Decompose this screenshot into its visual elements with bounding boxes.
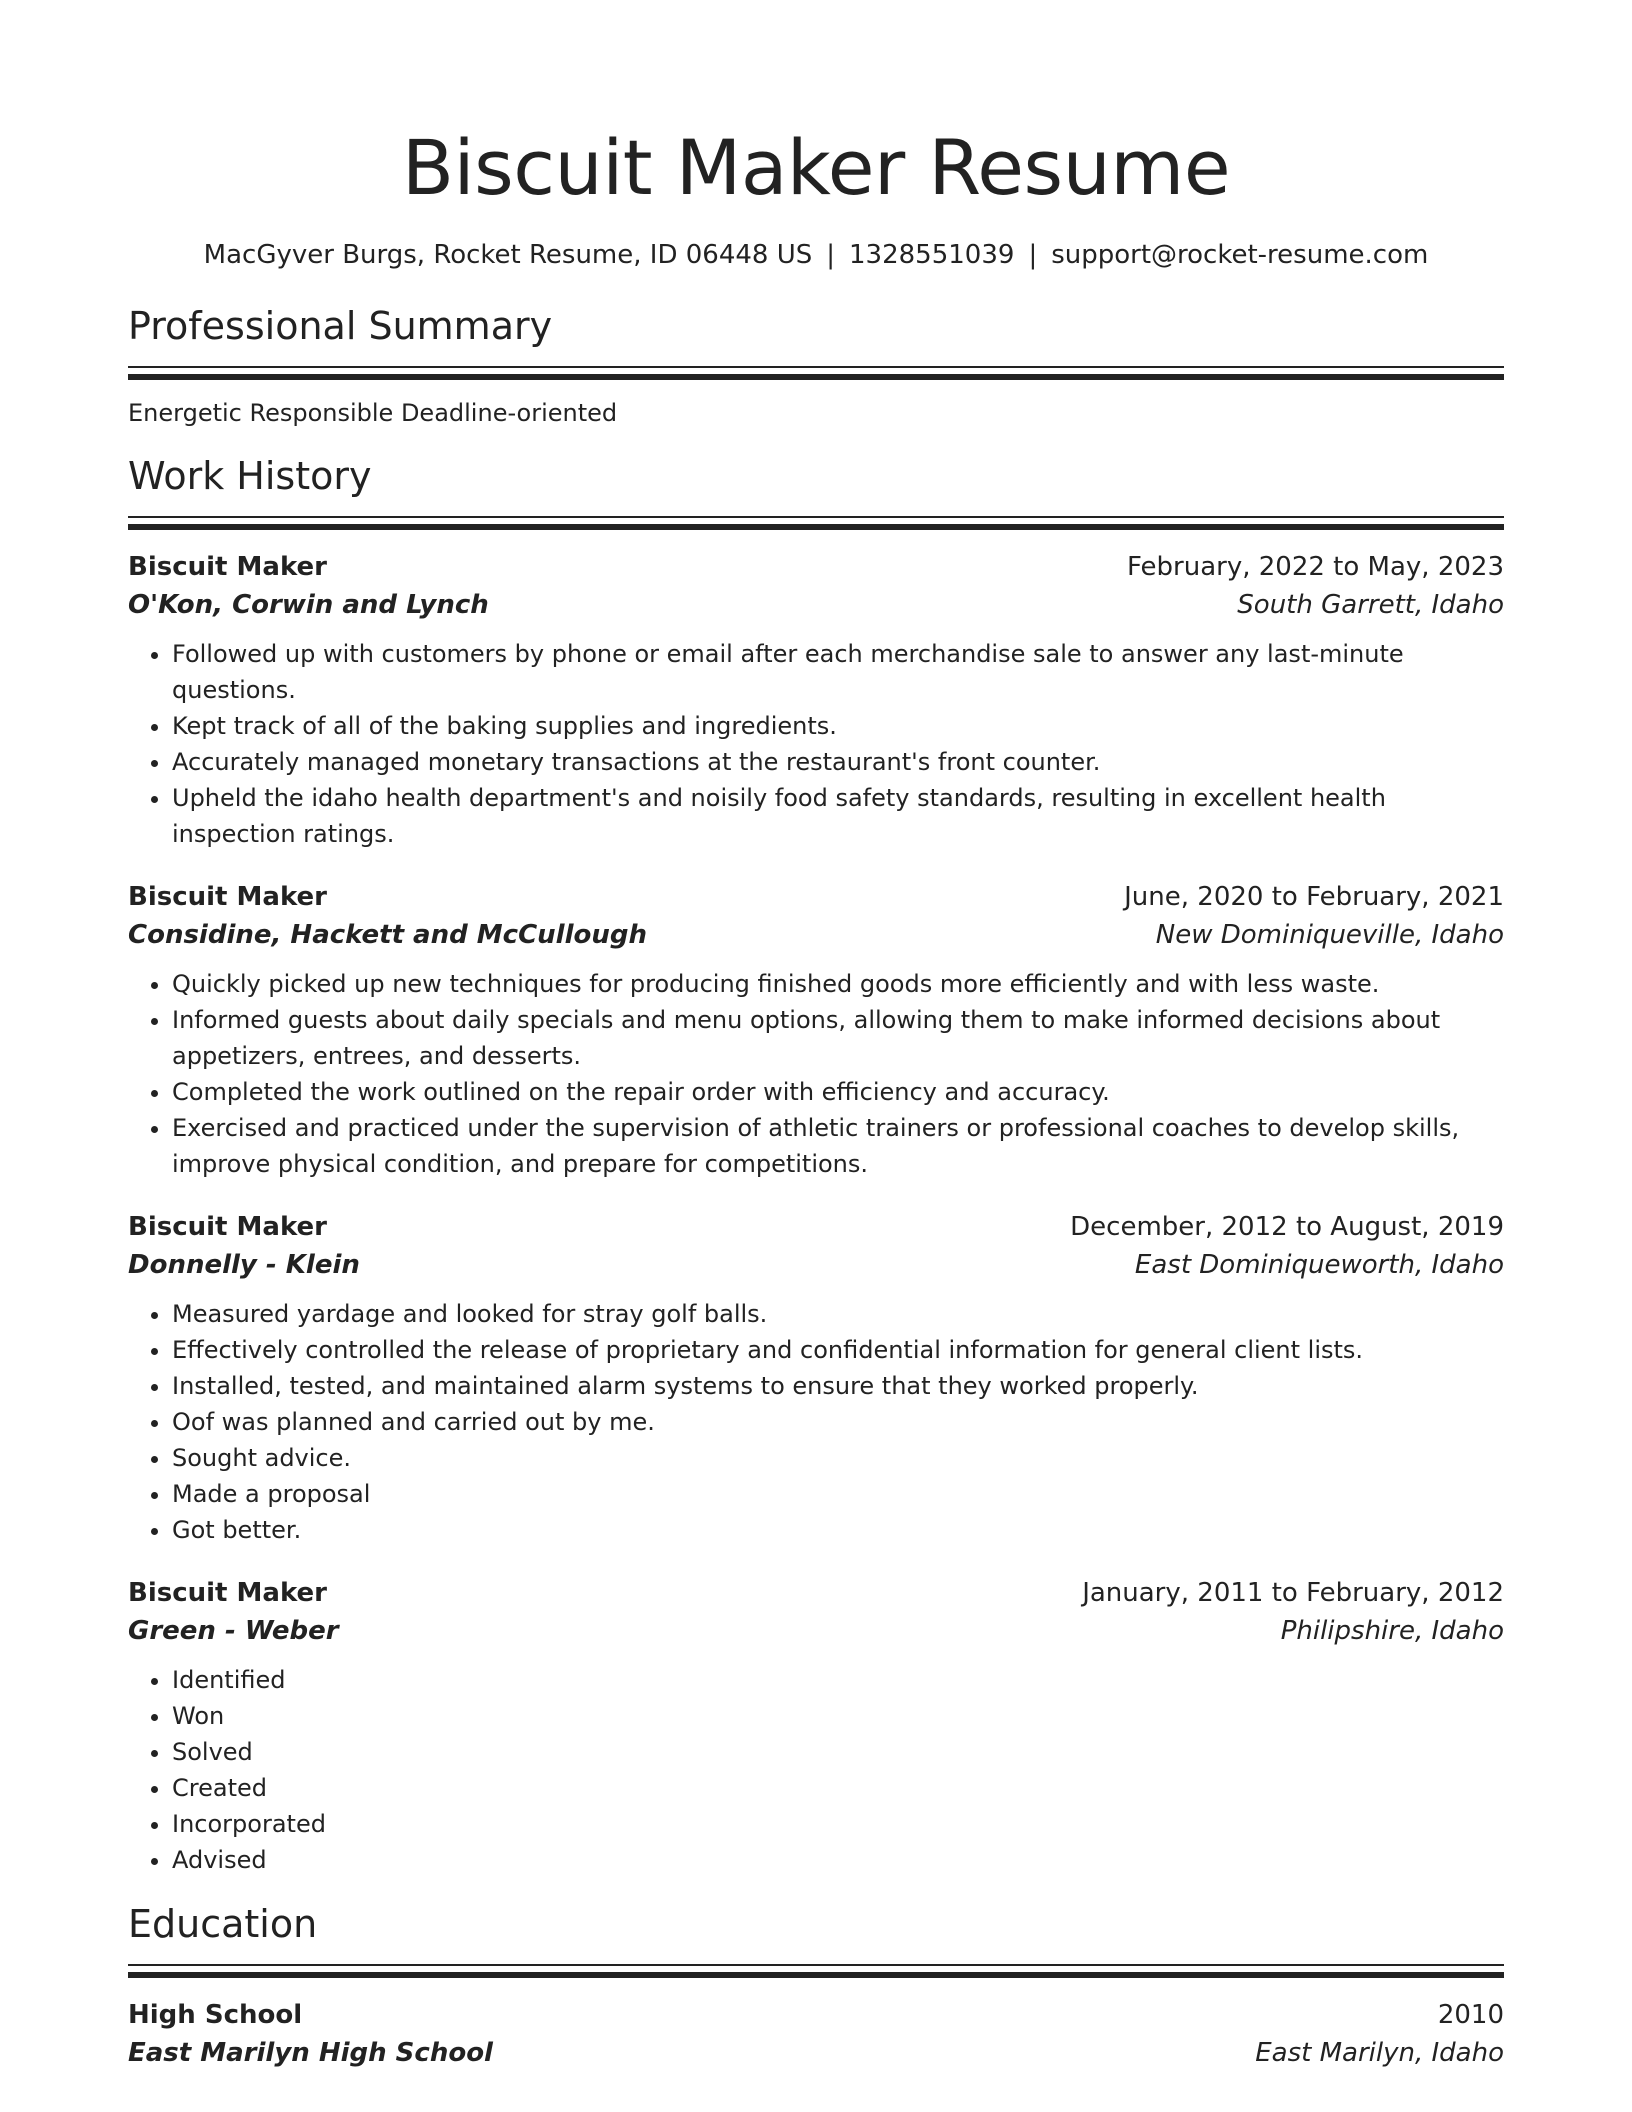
job-title: Biscuit Maker	[128, 1212, 327, 1242]
summary-text: Energetic Responsible Deadline-oriented	[128, 399, 618, 427]
education-year: 2010	[1437, 2000, 1504, 2030]
job-location: Philipshire, Idaho	[1280, 1616, 1504, 1646]
job-header-row	[128, 1208, 1504, 1246]
job-bullet-list	[128, 636, 1504, 852]
list-item: • Effectively controlled the release of proprietary and confidential information for general client lists.	[172, 1332, 1504, 1368]
job-bullet-list	[128, 1662, 1504, 1878]
job-dates: June, 2020 to February, 2021	[1124, 882, 1504, 912]
education-section	[128, 1900, 1504, 2072]
job-location: East Dominiqueworth, Idaho	[1134, 1250, 1504, 1280]
list-item: • Incorporated	[172, 1806, 1504, 1842]
list-item: • Sought advice.	[172, 1440, 1504, 1476]
list-item: • Completed the work outlined on the repair order with efficiency and accuracy.	[172, 1074, 1504, 1110]
summary-heading: Professional Summary	[128, 304, 553, 348]
job-company: Considine, Hackett and McCullough	[128, 920, 647, 950]
job-company: Donnelly - Klein	[128, 1250, 360, 1280]
contact-address: MacGyver Burgs, Rocket Resume, ID 06448 US	[203, 240, 813, 270]
job-bullet-list	[128, 966, 1504, 1182]
list-item: • Got better.	[172, 1512, 1504, 1548]
contact-email: support@rocket-resume.com	[1051, 240, 1429, 270]
education-header-row	[128, 1996, 1504, 2034]
job-company-row	[128, 586, 1504, 624]
list-item: • Accurately managed monetary transactions at the restaurant's front counter.	[172, 744, 1504, 780]
job-dates: February, 2022 to May, 2023	[1127, 552, 1504, 582]
contact-line	[128, 238, 1504, 272]
contact-separator: |	[1028, 240, 1038, 270]
education-degree: High School	[128, 2000, 303, 2030]
list-item: • Kept track of all of the baking supplies and ingredients.	[172, 708, 1504, 744]
resume-page	[128, 0, 1504, 2072]
list-item: • Won	[172, 1698, 1504, 1734]
education-heading: Education	[128, 1902, 318, 1946]
section-divider	[128, 374, 1504, 380]
job-entry	[128, 1574, 1504, 1878]
job-location: South Garrett, Idaho	[1237, 590, 1504, 620]
education-school-row	[128, 2034, 1504, 2072]
job-title: Biscuit Maker	[128, 1578, 327, 1608]
list-item: • Made a proposal	[172, 1476, 1504, 1512]
list-item: • Created	[172, 1770, 1504, 1806]
list-item: • Upheld the idaho health department's and noisily food safety standards, resulting in excellent health inspection ratings.	[172, 780, 1504, 852]
list-item: • Oof was planned and carried out by me.	[172, 1404, 1504, 1440]
job-title: Biscuit Maker	[128, 552, 327, 582]
section-divider	[128, 1972, 1504, 1978]
work-history-section	[128, 452, 1504, 1878]
job-company: Green - Weber	[128, 1616, 339, 1646]
section-divider	[128, 516, 1504, 518]
summary-section	[128, 302, 1504, 430]
list-item: • Exercised and practiced under the supervision of athletic trainers or professional coaches to develop skills, improve physical condition, and prepare for competitions.	[172, 1110, 1504, 1182]
list-item: • Measured yardage and looked for stray golf balls.	[172, 1296, 1504, 1332]
job-header-row	[128, 878, 1504, 916]
list-item: • Installed, tested, and maintained alarm systems to ensure that they worked properly.	[172, 1368, 1504, 1404]
list-item: • Informed guests about daily specials and menu options, allowing them to make informed decisions about appetizers, entrees, and desserts.	[172, 1002, 1504, 1074]
list-item: • Identified	[172, 1662, 1504, 1698]
list-item: • Solved	[172, 1734, 1504, 1770]
job-company-row	[128, 916, 1504, 954]
job-header-row	[128, 548, 1504, 586]
job-header-row	[128, 1574, 1504, 1612]
job-company-row	[128, 1246, 1504, 1284]
job-entry	[128, 878, 1504, 1182]
job-bullet-list	[128, 1296, 1504, 1548]
education-entry	[128, 1996, 1504, 2072]
contact-separator: |	[826, 240, 836, 270]
job-company-row	[128, 1612, 1504, 1650]
job-location: New Dominiqueville, Idaho	[1155, 920, 1504, 950]
section-divider	[128, 366, 1504, 368]
contact-phone: 1328551039	[849, 240, 1015, 270]
list-item: • Advised	[172, 1842, 1504, 1878]
work-history-heading: Work History	[128, 454, 372, 498]
job-company: O'Kon, Corwin and Lynch	[128, 590, 489, 620]
job-entry	[128, 1208, 1504, 1548]
job-dates: January, 2011 to February, 2012	[1082, 1578, 1504, 1608]
list-item: • Quickly picked up new techniques for producing finished goods more efficiently and with less waste.	[172, 966, 1504, 1002]
education-school: East Marilyn High School	[128, 2038, 493, 2068]
section-divider	[128, 1964, 1504, 1966]
resume-title: Biscuit Maker Resume	[401, 123, 1231, 212]
education-location: East Marilyn, Idaho	[1255, 2038, 1504, 2068]
job-title: Biscuit Maker	[128, 882, 327, 912]
job-entry	[128, 548, 1504, 852]
job-dates: December, 2012 to August, 2019	[1070, 1212, 1504, 1242]
section-divider	[128, 524, 1504, 530]
list-item: • Followed up with customers by phone or email after each merchandise sale to answer any last-minute questions.	[172, 636, 1504, 708]
